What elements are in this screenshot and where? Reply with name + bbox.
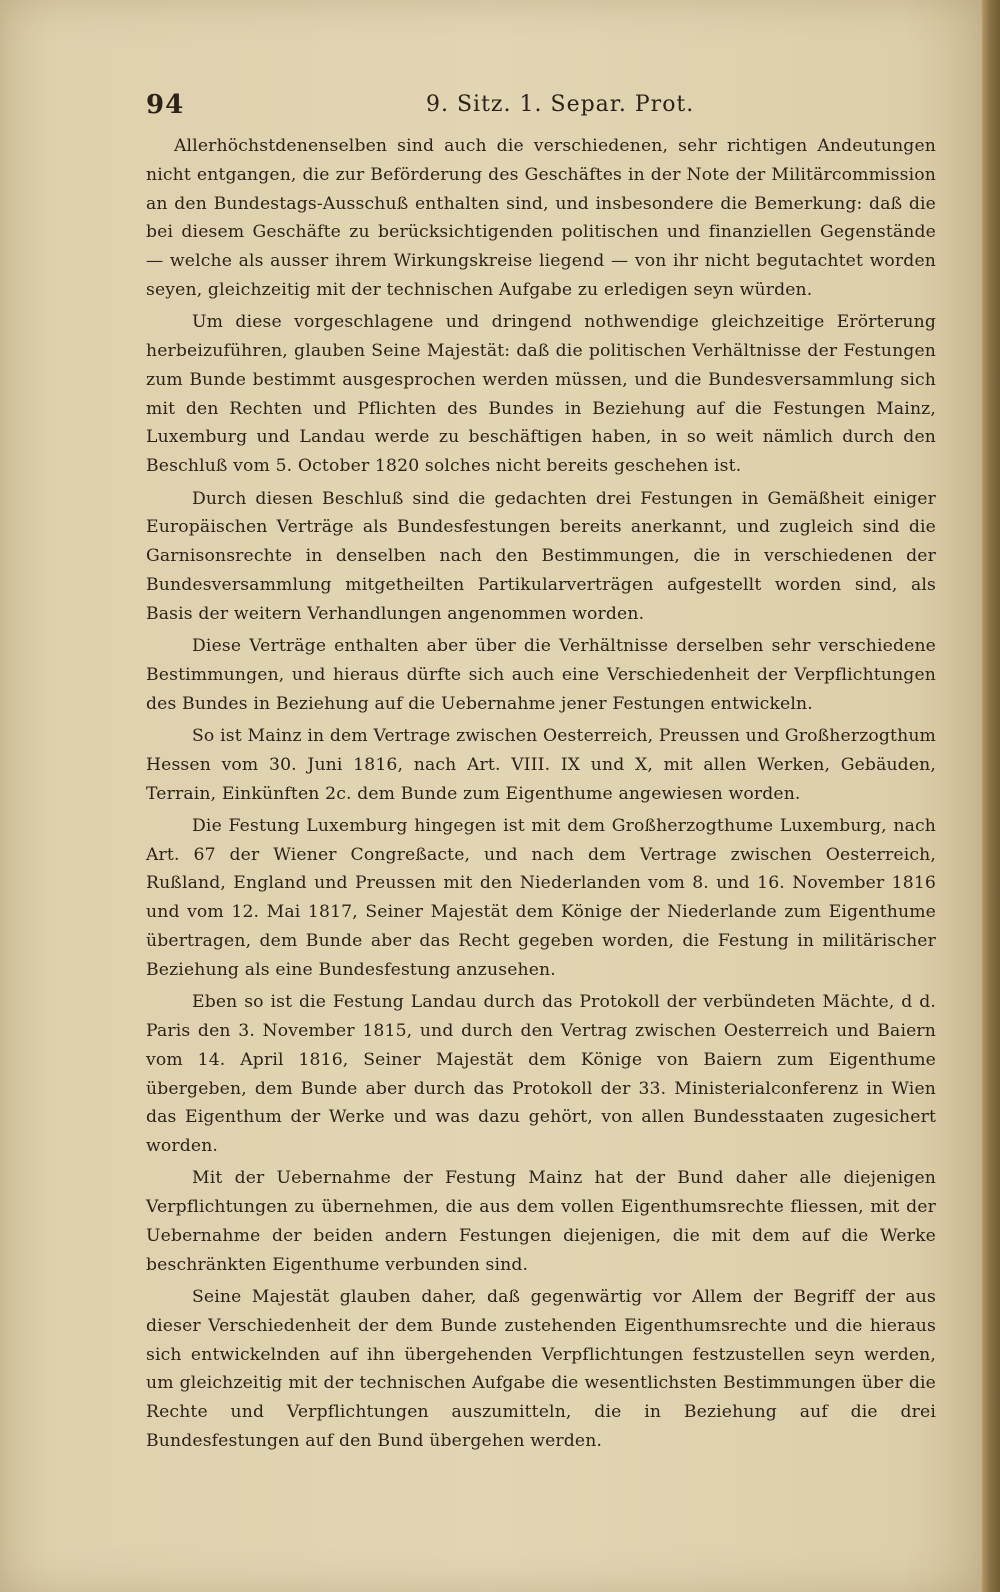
paragraph-9: Seine Majestät glauben daher, daß gegenwärtig vor Allem der Begriff der aus dieser Verschiedenheit der dem Bunde zustehenden Eigenthumsrechte und die hieraus sich entwickelnden auf ihn übergehenden Verpflichtungen festzustellen seyn werden, um gleichzeitig mit der technischen Aufgabe die wesentlichsten Bestimmungen über die Rechte und Verpflichtungen auszumitteln, die in Beziehung auf die drei Bundesfestungen auf den Bund übergehen werden. (146, 1287, 936, 1452)
paragraph-3: Durch diesen Beschluß sind die gedachten drei Festungen in Gemäßheit einiger Europäischen Verträge als Bundesfestungen bereits anerkannt, und zugleich sind die Garnisonsrechte in denselben nach den Bestimmungen, die in verschiedenen der Bundesversammlung mitgetheilten Partikularverträgen aufgestellt worden sind, als Basis der weitern Verhandlungen angenommen worden. (146, 488, 936, 624)
paragraph-8: Mit der Uebernahme der Festung Mainz hat der Bund daher alle diejenigen Verpflichtungen zu übernehmen, die aus dem vollen Eigenthumsrechte fliessen, mit der Uebernahme der beiden andern Festungen diejenigen, die mit dem auf die Werke beschränkten Eigenthume verbunden sind. (146, 1168, 936, 1275)
book-edge (982, 0, 1000, 1592)
page-header (146, 90, 826, 130)
paragraph-4: Diese Verträge enthalten aber über die Verhältnisse derselben sehr verschiedene Bestimmungen, und hieraus dürfte sich auch eine Verschiedenheit der Verpflichtungen des Bundes in Beziehung auf die Uebernahme jener Festungen entwickeln. (146, 636, 936, 714)
running-head: 9. Sitz. 1. Separ. Prot. (426, 92, 695, 117)
text-body (146, 132, 936, 1456)
paragraph-2: Um diese vorgeschlagene und dringend nothwendige gleichzeitige Erörterung herbeizuführen, glauben Seine Majestät: daß die politischen Verhältnisse der Festungen zum Bunde bestimmt ausgesprochen werden müssen, und die Bundesversammlung sich mit den Rechten und Pflichten des Bundes in Beziehung auf die Festungen Mainz, Luxemburg und Landau werde zu beschäftigen haben, in so weit nämlich durch den Beschluß vom 5. October 1820 solches nicht bereits geschehen ist. (146, 312, 936, 477)
paragraph-7: Eben so ist die Festung Landau durch das Protokoll der verbündeten Mächte, d d. Paris den 3. November 1815, und durch den Vertrag zwischen Oesterreich und Baiern vom 14. April 1816, Seiner Majestät dem Könige von Baiern zum Eigenthume übergeben, dem Bunde aber durch das Protokoll der 33. Ministerialconferenz in Wien das Eigenthum der Werke und was dazu gehört, von allen Bundesstaaten zugesichert worden. (146, 992, 936, 1157)
paragraph-6: Die Festung Luxemburg hingegen ist mit dem Großherzogthume Luxemburg, nach Art. 67 der Wiener Congreßacte, und nach dem Vertrage zwischen Oesterreich, Rußland, England und Preussen mit den Niederlanden vom 8. und 16. November 1816 und vom 12. Mai 1817, Seiner Majestät dem Könige der Niederlande zum Eigenthume übertragen, dem Bunde aber das Recht gegeben worden, die Festung in militärischer Beziehung als eine Bundesfestung anzusehen. (146, 815, 936, 980)
paragraph-5: So ist Mainz in dem Vertrage zwischen Oesterreich, Preussen und Großherzogthum Hessen vom 30. Juni 1816, nach Art. VIII. IX und X, mit allen Werken, Gebäuden, Terrain, Einkünften 2c. dem Bunde zum Eigenthume angewiesen worden. (146, 725, 936, 804)
paragraph-1: Allerhöchstdenenselben sind auch die verschiedenen, sehr richtigen Andeutungen nicht entgangen, die zur Beförderung des Geschäftes in der Note der Militärcommission an den Bundestags-Ausschuß enthalten sind, und insbesondere die Bemerkung: daß die bei diesem Geschäfte zu berücksichtigenden politischen und finanziellen Gegenstände — welche als ausser ihrem Wirkungskreise liegend — von ihr nicht begutachtet worden seyen, gleichzeitig mit der technischen Aufgabe zu erledigen seyn würden. (146, 136, 936, 300)
page-number: 94 (146, 90, 185, 120)
